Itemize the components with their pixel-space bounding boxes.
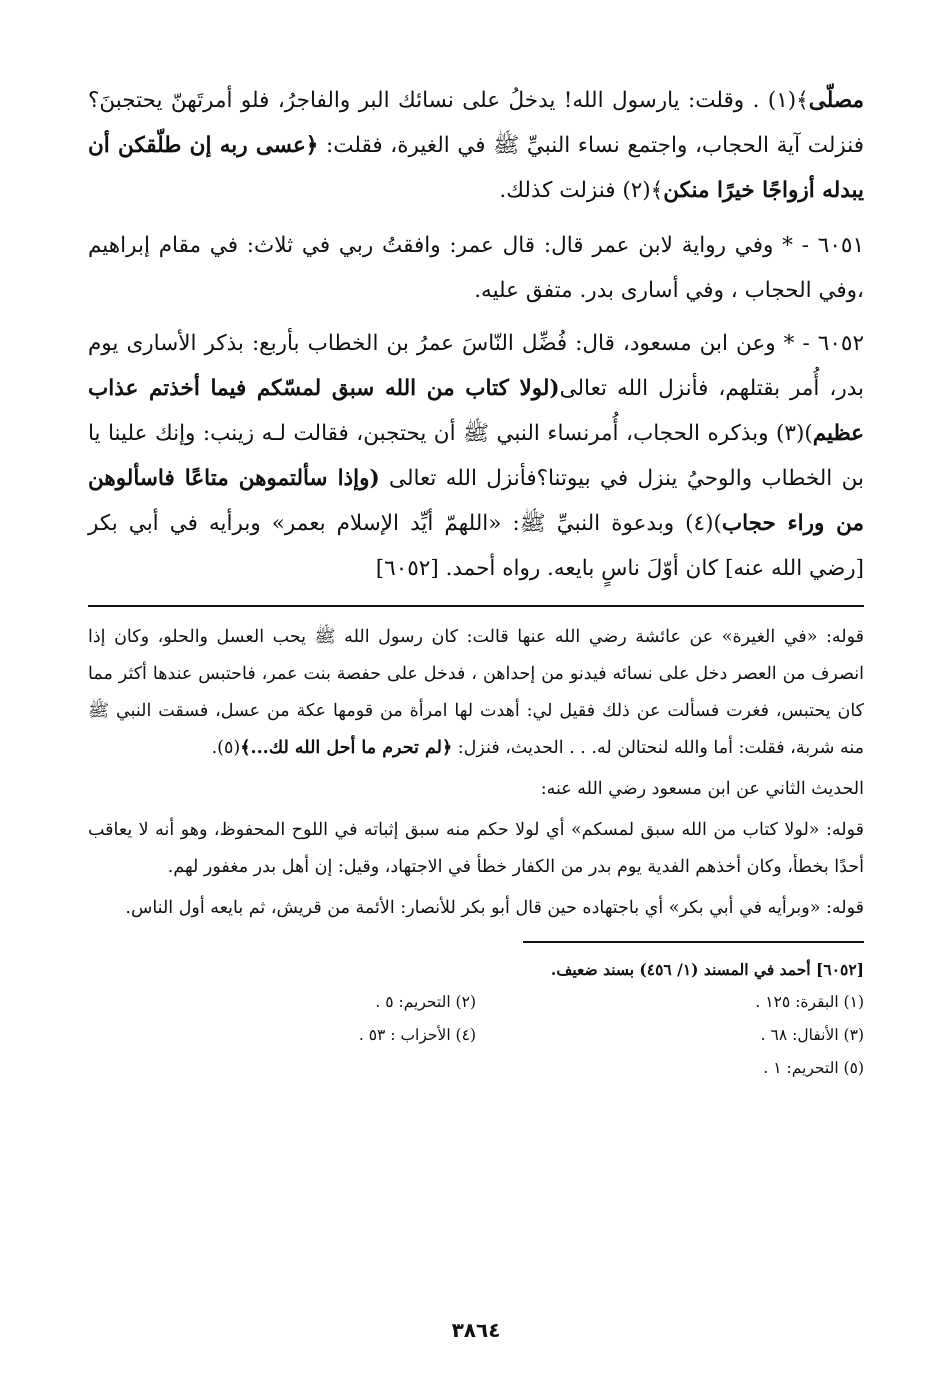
section-divider bbox=[88, 605, 864, 607]
quran-verse: (وإذا سألتموهن متاعًا فاسألوهن من وراء حجاب bbox=[88, 466, 864, 536]
commentary-paragraph: قوله: «وبرأيه في أبي بكر» أي باجتهاده حين قال أبو بكر للأنصار: الأئمة من قريش، ثم بايعه أول الناس. bbox=[125, 898, 864, 918]
source-reference: [٦٠٥٢] أحمد في المسند (١/ ٤٥٦) بسند ضعيف. bbox=[550, 960, 864, 979]
text-run: قوله: «في الغيرة» عن عائشة رضي الله عنها قالت: كان رسول الله ﷺ يحب العسل والحلو، وكان إذا انصرف من العصر دخل على نسائه فيدنو من إحداهن ، فدخل على حفصة بنت عمر، فاحتبس عندها أكثر مما كان يحتبس، فغرت فسألت عن ذلك فقيل لي: أهدت لها امرأة من قومها عكة من عسل، فسقت النبي ﷺ منه شربة، فقلت: أما والله لنحتالن له. . . الحديث، فنزل: bbox=[88, 627, 864, 758]
bold-word: مصلّى bbox=[808, 88, 864, 113]
footnote: (١) البقرة: ١٢٥ . bbox=[755, 993, 864, 1011]
text-run: ﴾(١) . وقلت: يارسول الله! يدخلُ على نسائك البر والفاجرُ، فلو أمرتَهنّ يحتجبنَ؟ فنزلت آية الحجاب، واجتمع نساء النبيِّ ﷺ في الغيرة، فقلت: bbox=[88, 88, 864, 158]
text-run: )(٣) وبذكره الحجاب، أُمرنساء النبي ﷺ أن يحتجبن، فقالت لـه زينب: وإنك علينا يا بن الخطاب والوحيُ ينزل في بيوتنا؟فأنزل الله تعالى bbox=[88, 421, 864, 491]
footnotes bbox=[88, 953, 864, 1085]
footnote: (٣) الأنفال: ٦٨ . bbox=[760, 1026, 864, 1044]
commentary-paragraph: قوله: «لولا كتاب من الله سبق لمسكم» أي لولا حكم منه سبق إثباته في اللوح المحفوظ، وهو أنه لا يعاقب أحدًا بخطأ، وكان أخذهم الفدية يوم بدر من الكفار خطأ في الاجتهاد، وقيل: إن أهل بدر مغفور لهم. bbox=[88, 820, 864, 877]
paragraph-continuation bbox=[88, 78, 864, 213]
footnote-row bbox=[88, 1052, 864, 1085]
commentary-paragraph bbox=[88, 619, 864, 767]
text-run: ٦٠٥٢ - * وعن ابن مسعود، قال: فُضِّل النّاسَ عمرُ بن الخطاب بأربع: بذكر الأسارى يوم بدر، أُمر بقتلهم، فأنزل الله تعالى bbox=[88, 331, 864, 401]
text-run: (٥). bbox=[211, 738, 241, 758]
footnote: (٢) التحريم: ٥ . bbox=[375, 993, 476, 1011]
hadith-6052 bbox=[88, 321, 864, 591]
hadith-text bbox=[88, 78, 864, 591]
book-page bbox=[88, 78, 864, 1368]
quran-verse: ﴿عسى ربه إن طلّقكن أن يبدله أزواجًا خيرًا منكن bbox=[88, 133, 864, 203]
page-number: ٣٨٦٤ bbox=[451, 1318, 501, 1342]
footnote-row bbox=[88, 1019, 864, 1052]
quran-verse: (لولا كتاب من الله سبق لمسّكم فيما أخذتم عذاب عظيم bbox=[88, 376, 864, 446]
hadith-6051: ٦٠٥١ - * وفي رواية لابن عمر قال: قال عمر: وافقتُ ربي في ثلاث: في مقام إبراهيم ،وفي الحجاب ، وفي أسارى بدر. متفق عليه. bbox=[88, 233, 864, 303]
footnote: (٥) التحريم: ١ . bbox=[763, 1059, 864, 1077]
text-run: )(٤) وبدعوة النبيِّ ﷺ: «اللهمّ أيِّد الإسلام بعمر» وبرأيه في أبي بكر [رضي الله عنه] كان أوّلَ ناسٍ بايعه. رواه أحمد. [٦٠٥٢] bbox=[88, 511, 864, 581]
footnote: (٤) الأحزاب : ٥٣ . bbox=[358, 1026, 476, 1044]
footnote-divider bbox=[523, 941, 864, 943]
commentary-section bbox=[88, 619, 864, 927]
commentary-paragraph: الحديث الثاني عن ابن مسعود رضي الله عنه: bbox=[540, 779, 864, 799]
text-run: ﴾(٢) فنزلت كذلك. bbox=[499, 178, 664, 203]
quran-verse: ﴿لم تحرم ما أحل الله لك...﴾ bbox=[240, 738, 453, 758]
footnote-row bbox=[88, 986, 864, 1019]
